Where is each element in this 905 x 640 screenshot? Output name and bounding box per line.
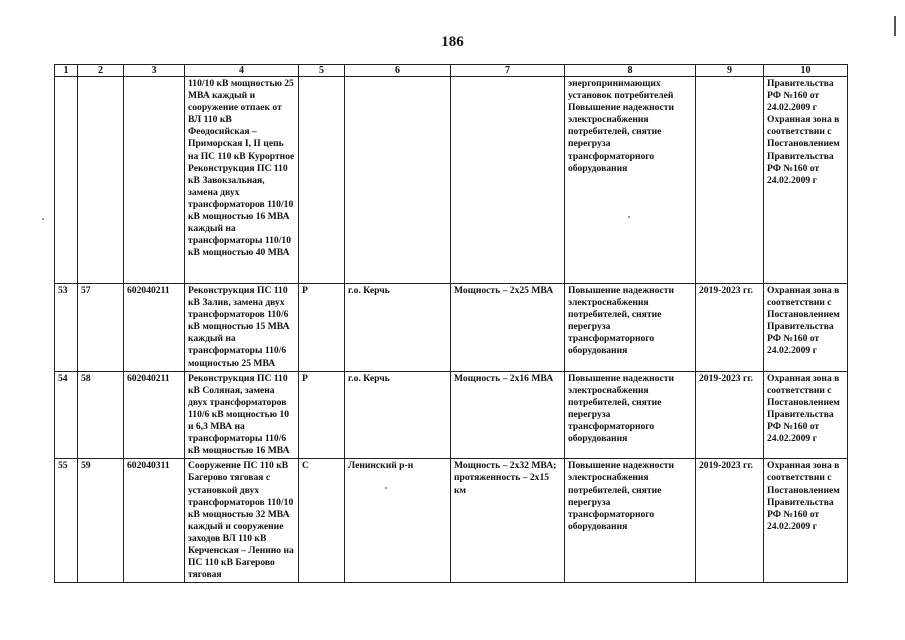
code-cell: 602040211	[124, 371, 185, 459]
period-cell: 2019-2023 гг.	[696, 284, 764, 372]
description-cell: 110/10 кВ мощностью 25 МВА каждый и сооружение отпаек от ВЛ 110 кВ Феодосийская – Приморская I, II цепь на ПС 110 кВ Курортное Реконструкция ПС 110 кВ Завокзальная, замена двух трансформаторов 110/10 кВ мощностью 16 МВА каждый на трансформаторы 110/10 кВ мощностью 40 МВА	[185, 77, 299, 284]
scan-speck	[42, 218, 44, 220]
table-row	[55, 284, 848, 372]
row-number-cell: 54	[55, 371, 78, 459]
zone-cell: Правительства РФ №160 от 24.02.2009 г Охранная зона в соответствии с Постановлением Правительства РФ №160 от 24.02.2009 г	[764, 77, 848, 284]
status-cell: С	[299, 459, 345, 583]
location-cell	[345, 77, 451, 284]
code-cell	[124, 77, 185, 284]
location-cell: г.о. Керчь	[345, 284, 451, 372]
parameters-cell: Мощность – 2х32 МВА; протяженность – 2х15 км	[451, 459, 565, 583]
column-header: 8	[565, 65, 696, 77]
column-header: 4	[185, 65, 299, 77]
column-header: 10	[764, 65, 848, 77]
status-cell: Р	[299, 284, 345, 372]
item-number-cell: 58	[78, 371, 124, 459]
table-row	[55, 371, 848, 459]
column-header: 6	[345, 65, 451, 77]
header-row	[55, 65, 848, 77]
column-header: 5	[299, 65, 345, 77]
code-cell: 602040211	[124, 284, 185, 372]
row-number-cell: 53	[55, 284, 78, 372]
purpose-cell: Повышение надежности электроснабжения потребителей, снятие перегруза трансформаторного оборудования	[565, 371, 696, 459]
period-cell	[696, 77, 764, 284]
table-row	[55, 77, 848, 284]
column-header: 2	[78, 65, 124, 77]
location-cell: г.о. Керчь	[345, 371, 451, 459]
status-cell	[299, 77, 345, 284]
zone-cell: Охранная зона в соответствии с Постановлением Правительства РФ №160 от 24.02.2009 г	[764, 284, 848, 372]
purpose-cell: Повышение надежности электроснабжения потребителей, снятие перегруза трансформаторного оборудования	[565, 284, 696, 372]
planning-table	[54, 64, 848, 583]
item-number-cell	[78, 77, 124, 284]
page-number: 186	[441, 34, 464, 50]
column-header: 3	[124, 65, 185, 77]
table-row	[55, 459, 848, 583]
period-cell: 2019-2023 гг.	[696, 371, 764, 459]
column-header: 9	[696, 65, 764, 77]
location-cell: Ленинский р-н	[345, 459, 451, 583]
description-cell: Сооружение ПС 110 кВ Багерово тяговая с установкой двух трансформаторов 110/10 кВ мощностью 32 МВА каждый и сооружение заходов ВЛ 110 кВ Керченская – Ленино на ПС 110 кВ Багерово тяговая	[185, 459, 299, 583]
zone-cell: Охранная зона в соответствии с Постановлением Правительства РФ №160 от 24.02.2009 г	[764, 459, 848, 583]
zone-cell: Охранная зона в соответствии с Постановлением Правительства РФ №160 от 24.02.2009 г	[764, 371, 848, 459]
row-number-cell	[55, 77, 78, 284]
description-cell: Реконструкция ПС 110 кВ Залив, замена двух трансформаторов 110/6 кВ мощностью 15 МВА каждый на трансформаторы 110/6 мощностью 25 МВА	[185, 284, 299, 372]
description-cell: Реконструкция ПС 110 кВ Соляная, замена двух трансформаторов 110/6 кВ мощностью 10 и 6,3 МВА на трансформаторы 110/6 кВ мощностью 16 МВА	[185, 371, 299, 459]
item-number-cell: 59	[78, 459, 124, 583]
scan-edge-mark	[894, 16, 896, 36]
purpose-cell: Повышение надежности электроснабжения потребителей, снятие перегруза трансформаторного оборудования	[565, 459, 696, 583]
status-cell: Р	[299, 371, 345, 459]
period-cell: 2019-2023 гг.	[696, 459, 764, 583]
column-header: 7	[451, 65, 565, 77]
row-number-cell: 55	[55, 459, 78, 583]
item-number-cell: 57	[78, 284, 124, 372]
parameters-cell: Мощность – 2х16 МВА	[451, 371, 565, 459]
code-cell: 602040311	[124, 459, 185, 583]
parameters-cell	[451, 77, 565, 284]
parameters-cell: Мощность – 2х25 МВА	[451, 284, 565, 372]
column-header: 1	[55, 65, 78, 77]
purpose-cell: энергопринимающих установок потребителей Повышение надежности электроснабжения потребителей, снятие перегруза трансформаторного оборудования	[565, 77, 696, 284]
